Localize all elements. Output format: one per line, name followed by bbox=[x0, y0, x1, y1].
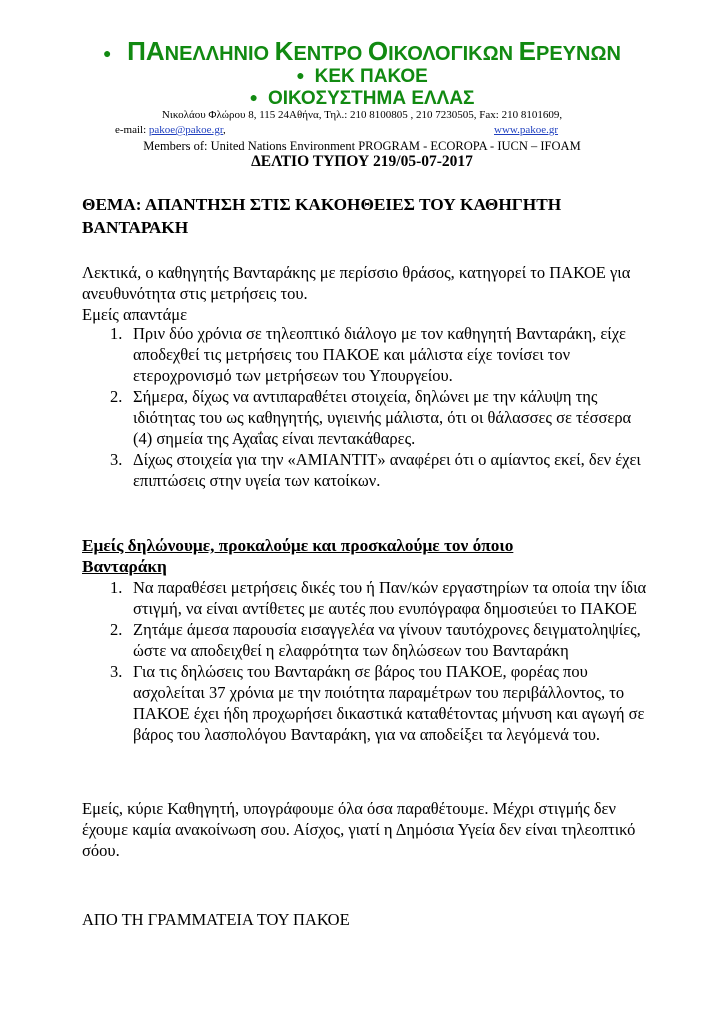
we-answer-label: Εμείς απαντάμε bbox=[82, 305, 188, 324]
org-name-part: ΠΑΝΕΛΛΗΝΙΟ bbox=[127, 36, 275, 66]
organization-name bbox=[0, 36, 724, 67]
list-item: 1. Πριν δύο χρόνια σε τηλεοπτικό διάλογο με τον καθηγητή Βανταράκη, είχε αποδεχθεί τις μετρήσεις του ΠΑΚΟΕ και μάλιστα είχε τονίσει τον ετεροχρονισμό των μετρήσεων του Υπουργείου. bbox=[110, 324, 626, 385]
org-name-part: ΚΕΝΤΡΟ bbox=[274, 36, 368, 66]
email-line: e-mail: pakoe@pakoe.gr, bbox=[115, 124, 226, 136]
org-name-part: ΕΡΕΥΝΩΝ bbox=[518, 36, 621, 66]
bullet-icon: ● bbox=[296, 66, 305, 83]
bullet-icon: ● bbox=[249, 88, 258, 105]
closing-paragraph: Εμείς, κύριε Καθηγητή, υπογράφουμε όλα όσα παραθέτουμε. Μέχρι στιγμής δεν έχουμε καμία ανακοίνωση σου. Αίσχος, γιατί η Δημόσια Υγεία δεν είναι τηλεοπτικό σόου. bbox=[82, 799, 636, 860]
press-bulletin-number: ΔΕΛΤΙΟ ΤΥΠΟΥ 219/05-07-2017 bbox=[251, 153, 473, 170]
list-item: 3. Δίχως στοιχεία για την «ΑΜΙΑΝΤΙΤ» αναφέρει ότι ο αμίαντος εκεί, δεν έχει επιπτώσεις στην υγεία των κατοίκων. bbox=[110, 450, 641, 490]
ecosystem-line: ● ΟΙΚΟΣΥΣΤΗΜΑ ΕΛΛΑΣ bbox=[249, 88, 475, 109]
kek-pakoe-line: ● ΚΕΚ ΠΑΚΟΕ bbox=[296, 66, 428, 87]
list-item: 2. Σήμερα, δίχως να αντιπαραθέτει στοιχεία, δηλώνει με την κάλυψη της ιδιότητας του ως καθηγητής, υγιεινής μάλιστα, ότι οι θάλασσες σε τέσσερα (4) σημεία της Αχαΐας είναι πεντακάθαρες. bbox=[110, 387, 632, 448]
address-line: Νικολάου Φλώρου 8, 115 24Αθήνα, Τηλ.: 210 8100805 , 210 7230505, Fax: 210 8101609, bbox=[161, 109, 563, 121]
declaration-heading: Εμείς δηλώνουμε, προκαλούμε και προσκαλούμε τον όποιο Βανταράκη bbox=[82, 536, 514, 576]
challenge-list bbox=[110, 577, 650, 745]
list-item: 1. Να παραθέσει μετρήσεις δικές του ή Παν/κών εργαστηρίων τα οποία την ίδια στιγμή, να είναι αντίθετες με αυτές που ενυπόγραφα δημοσιεύει το ΠΑΚΟΕ bbox=[110, 578, 647, 618]
members-line: Members of: United Nations Environment PROGRAM - ECOROPA - IUCN – IFOAM bbox=[143, 139, 581, 153]
bullet-icon: ● bbox=[103, 44, 112, 61]
response-list bbox=[110, 323, 650, 491]
intro-paragraph bbox=[82, 262, 657, 325]
website-link[interactable]: www.pakoe.gr bbox=[494, 124, 559, 136]
list-item: 2. Ζητάμε άμεσα παρουσία εισαγγελέα να γίνουν ταυτόχρονες δειγματοληψίες, ώστε να αποδειχθεί η ελαφρότητα των δηλώσεων του Βανταράκη bbox=[110, 620, 641, 660]
signature-line: ΑΠΟ ΤΗ ΓΡΑΜΜΑΤΕΙΑ ΤΟΥ ΠΑΚΟΕ bbox=[82, 910, 350, 929]
email-link[interactable]: pakoe@pakoe.gr bbox=[148, 124, 224, 136]
subject-heading: ΘΕΜΑ: ΑΠΑΝΤΗΣΗ ΣΤΙΣ ΚΑΚΟΗΘΕΙΕΣ ΤΟΥ ΚΑΘΗΓΗΤΗ ΒΑΝΤΑΡΑΚΗ bbox=[82, 195, 562, 237]
list-item: 3. Για τις δηλώσεις του Βανταράκη σε βάρος του ΠΑΚΟΕ, φορέας που ασχολείται 37 χρόνια με την ποιότητα παραμέτρων του περιβάλλοντος, το ΠΑΚΟΕ έχει ήδη προχωρήσει δικαστικά καταθέτοντας μήνυση και αγωγή σε βάρος του λασπολόγου Βανταράκη, για να αποδείξει τα λεγόμενά του. bbox=[110, 662, 645, 744]
org-name-part: ΟΙΚΟΛΟΓΙΚΩΝ bbox=[367, 36, 519, 66]
intro-text: Λεκτικά, ο καθηγητής Βανταράκης με περίσσιο θράσος, κατηγορεί το ΠΑΚΟΕ για ανευθυνότητα στις μετρήσεις του. bbox=[82, 263, 631, 303]
website-line bbox=[494, 124, 558, 136]
